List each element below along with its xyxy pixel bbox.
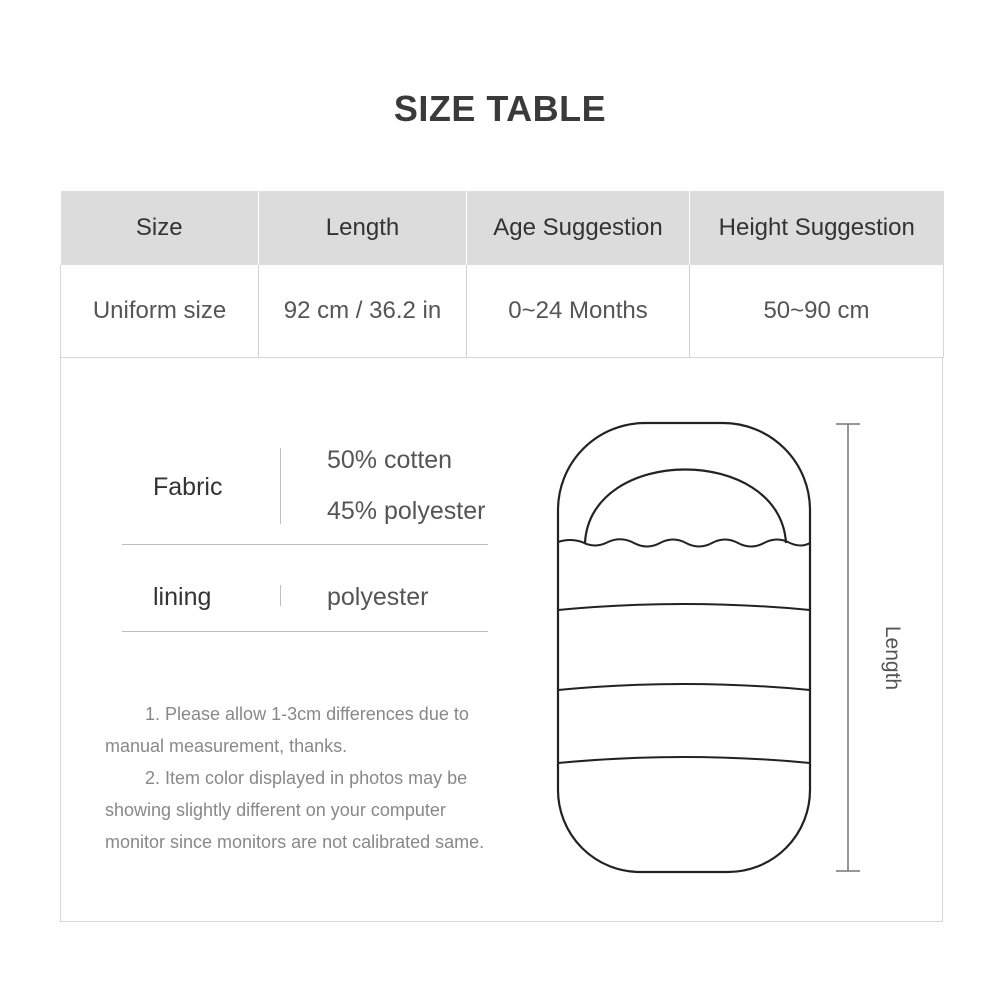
bag-outline [558,423,810,872]
length-dimension-label: Length [881,625,904,691]
seam-3 [558,757,810,763]
opening-wave [558,539,810,546]
header-length: Length [259,191,467,265]
note-2-line-2: showing slightly different on your computer [105,800,446,820]
cell-size: Uniform size [61,265,259,358]
lining-label: lining [153,583,212,611]
seam-1 [558,604,810,610]
lining-divider [280,585,281,606]
seam-2 [558,684,810,690]
fabric-value-1: 50% cotten [327,446,453,474]
cell-length: 92 cm / 36.2 in [259,265,467,358]
note-2-line-3: monitor since monitors are not calibrated same. [105,832,485,852]
note-1-line-2: manual measurement, thanks. [105,736,348,756]
fabric-value-2: 45% polyester [327,497,486,525]
material-separator [122,544,488,545]
material-bottom-line [122,631,488,632]
hood-arch [585,470,786,544]
notes [105,698,535,858]
cell-height: 50~90 cm [690,265,944,358]
sleeping-bag-illustration [550,415,900,885]
header-size: Size [61,191,259,265]
size-table [60,191,944,358]
table-row [61,265,944,358]
lining-value: polyester [327,583,429,611]
cell-age: 0~24 Months [467,265,690,358]
fabric-label: Fabric [153,473,223,501]
note-1-line-1: 1. Please allow 1-3cm differences due to [145,704,469,724]
header-age-suggestion: Age Suggestion [467,191,690,265]
note-2-line-1: 2. Item color displayed in photos may be [145,768,468,788]
header-height-suggestion: Height Suggestion [690,191,944,265]
table-header-row [61,191,944,265]
fabric-divider [280,448,281,524]
page-title: SIZE TABLE [393,88,607,129]
